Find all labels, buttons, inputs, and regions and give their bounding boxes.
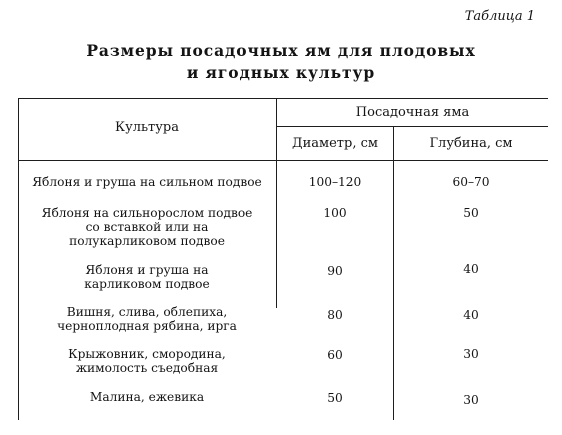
row-5-crop-line-1: Крыжовник, смородина, [68, 347, 226, 361]
row-2-crop [18, 206, 276, 248]
header-bottom-rule [18, 160, 548, 161]
row-2-depth: 50 [463, 206, 479, 220]
table-title-line-1: Размеры посадочных ям для плодовых [86, 41, 476, 60]
row-6-crop [18, 390, 276, 404]
table-title [0, 40, 562, 84]
row-3-diameter: 90 [327, 264, 343, 278]
row-2-crop-line-1: Яблоня на сильнорослом подвое [41, 206, 253, 220]
row-6-depth: 30 [463, 393, 479, 407]
row-4-diameter: 80 [327, 308, 343, 322]
row-4-crop-line-2: черноплодная рябина, ирга [57, 319, 237, 333]
subheader-rule [277, 126, 548, 127]
header-diameter: Диаметр, см [292, 136, 378, 151]
planting-pit-table [18, 98, 548, 420]
row-5-crop-line-2: жимолость съедобная [75, 361, 219, 375]
table-title-line-2: и ягодных культур [186, 63, 376, 82]
header-planting-pit: Посадочная яма [355, 105, 470, 120]
table-top-rule [18, 98, 548, 99]
row-1-diameter: 100–120 [308, 175, 362, 189]
row-3-crop [18, 263, 276, 291]
row-4-crop-line-1: Вишня, слива, облепиха, [66, 305, 228, 319]
row-3-depth: 40 [463, 262, 479, 276]
row-3-crop-line-1: Яблоня и груша на [85, 263, 209, 277]
header-depth: Глубина, см [429, 136, 513, 151]
row-6-crop-line-1: Малина, ежевика [89, 390, 205, 404]
row-2-diameter: 100 [323, 206, 347, 220]
row-4-depth: 40 [463, 308, 479, 322]
row-5-depth: 30 [463, 347, 479, 361]
header-crop: Культура [115, 120, 179, 135]
row-1-crop [18, 175, 276, 189]
row-5-diameter: 60 [327, 348, 343, 362]
row-5-crop [18, 347, 276, 375]
row-3-crop-line-2: карликовом подвое [84, 277, 210, 291]
row-4-crop [18, 305, 276, 333]
row-1-depth: 60–70 [452, 175, 490, 189]
row-2-crop-line-3: полукарликовом подвое [69, 234, 225, 248]
table-label: Таблица 1 [464, 9, 535, 24]
row-6-diameter: 50 [327, 391, 343, 405]
row-1-crop-line-1: Яблоня и груша на сильном подвое [32, 175, 262, 189]
row-2-crop-line-2: со вставкой или на [85, 220, 209, 234]
